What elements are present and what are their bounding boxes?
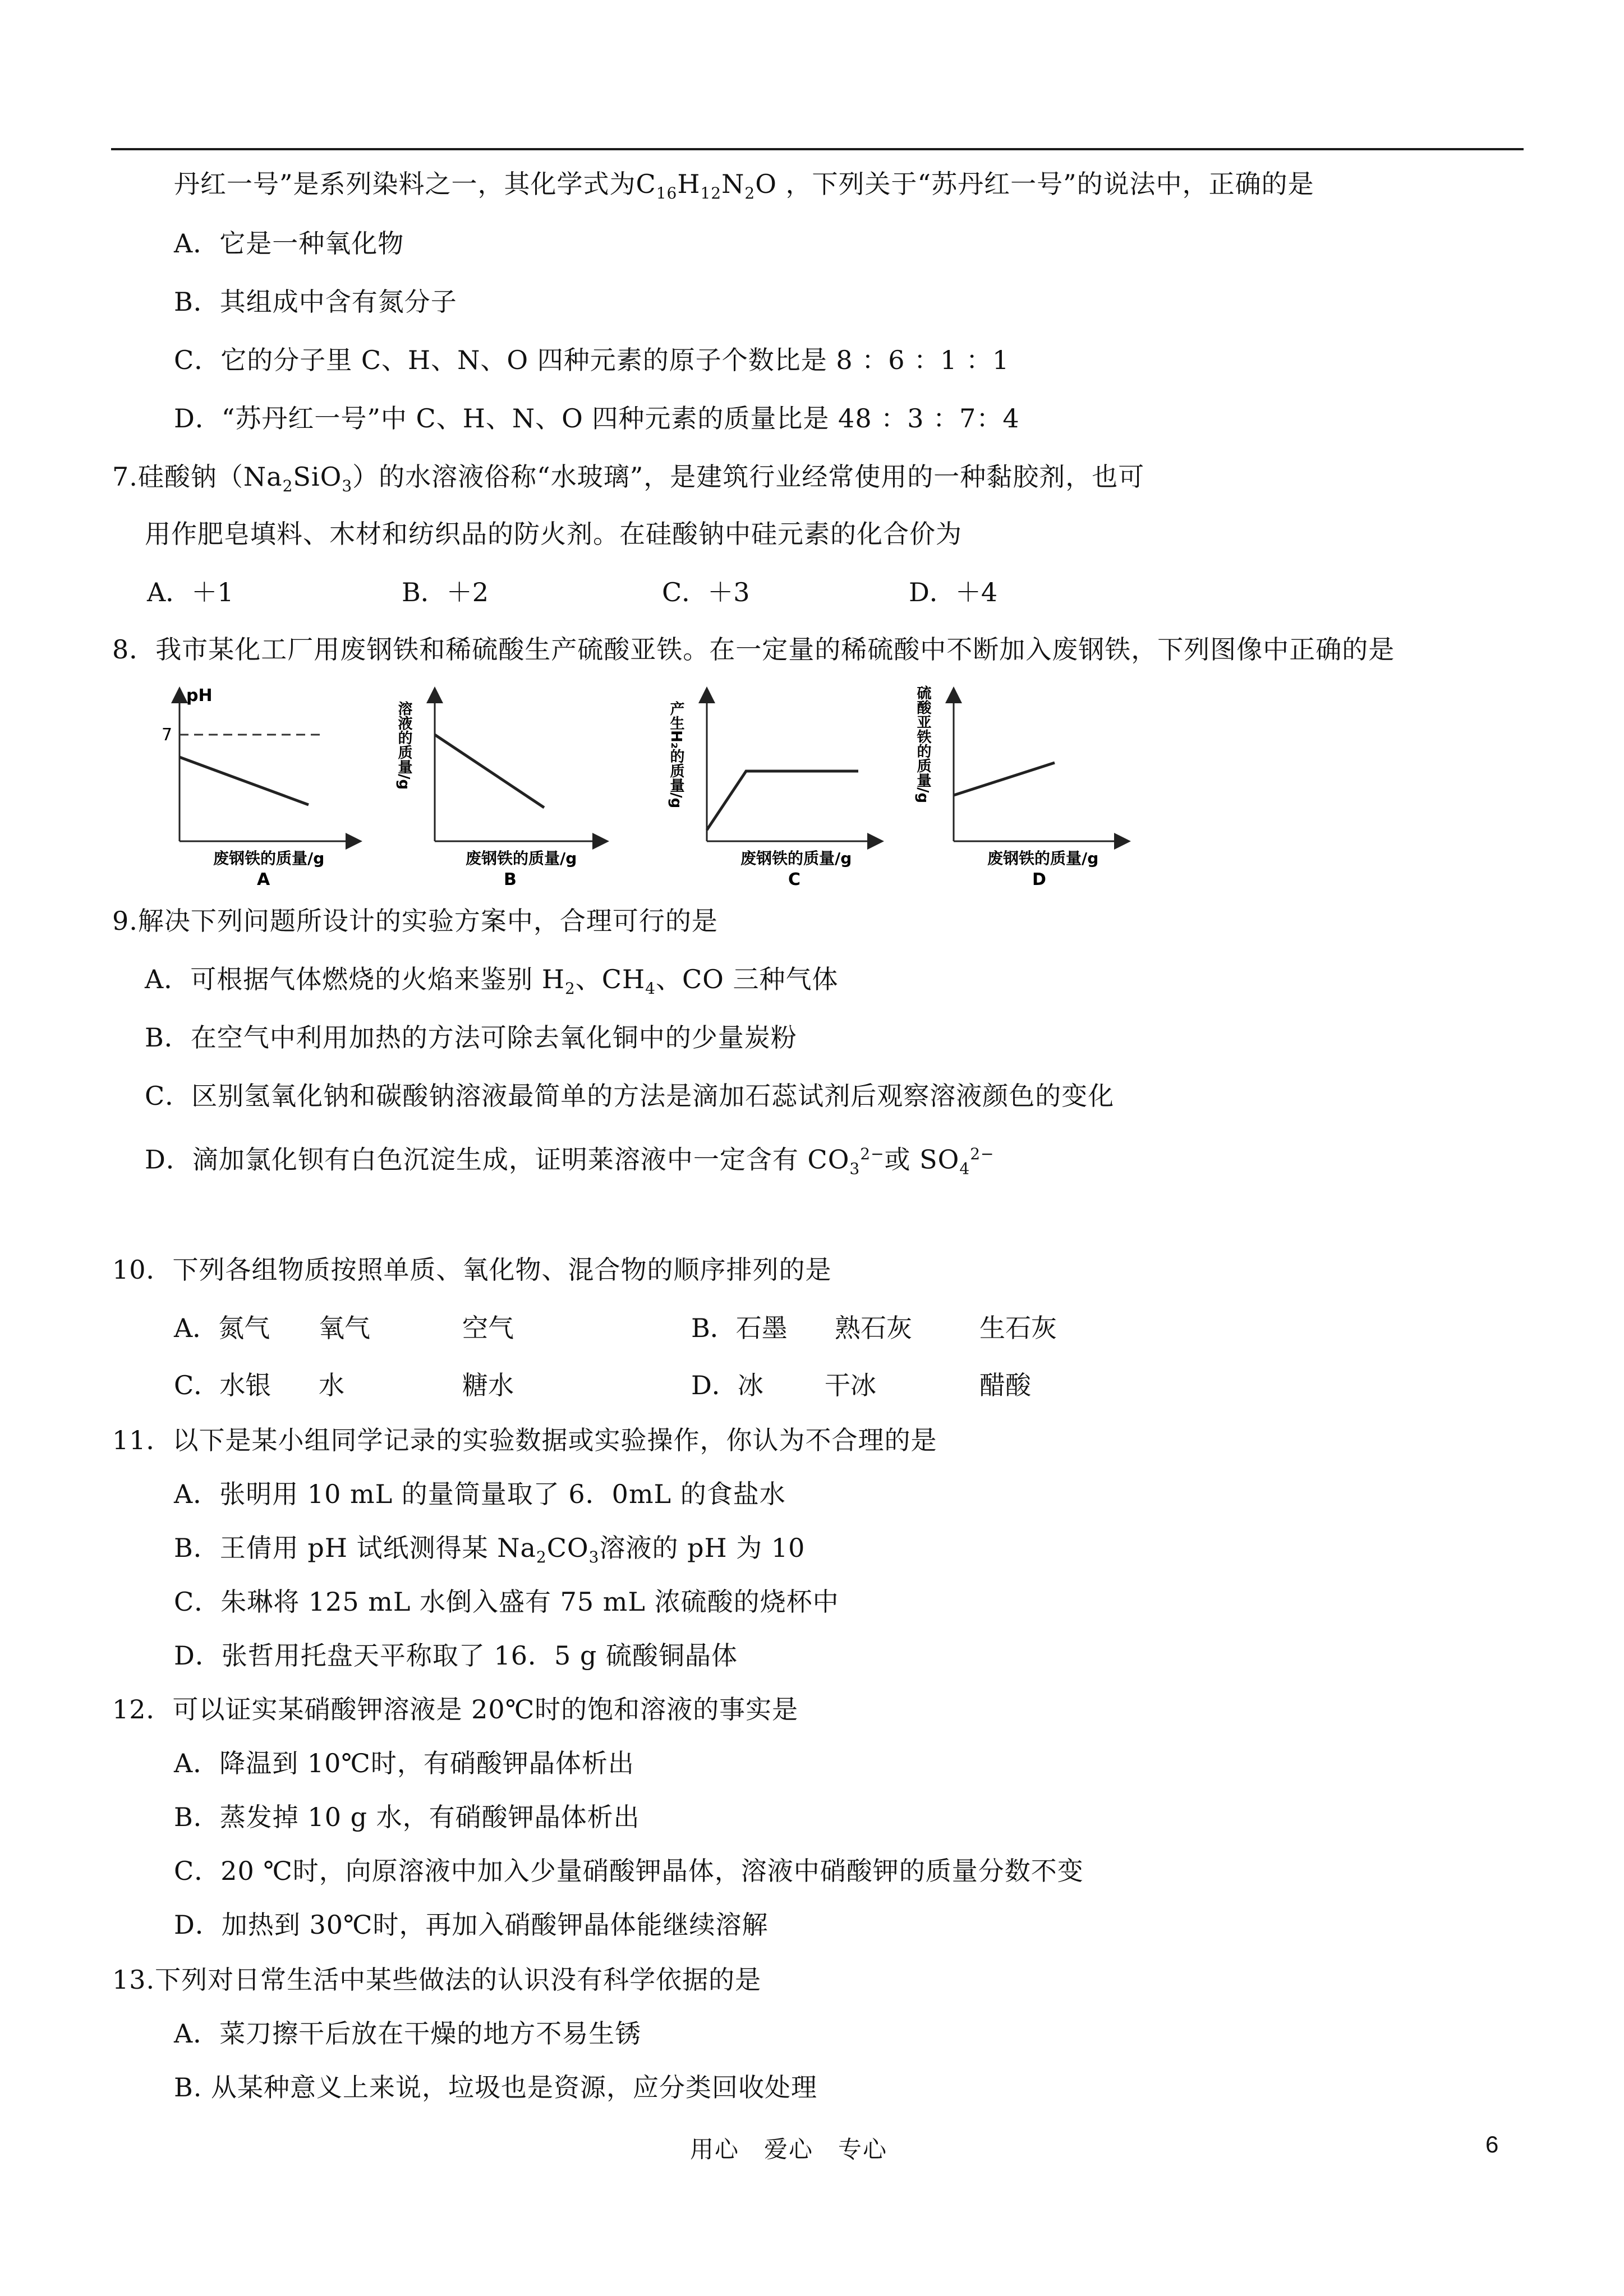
q6-option-a: A．它是一种氧化物 <box>174 228 404 259</box>
graph-b-caption: B <box>504 870 517 886</box>
q10-b-1: B．石墨 <box>691 1313 788 1343</box>
q12-option-b: B．蒸发掉 10 g 水，有硝酸钾晶体析出 <box>174 1802 640 1832</box>
graph-a <box>162 686 359 886</box>
graph-d <box>914 685 1128 886</box>
footer-motto: 用心 爱心 专心 <box>690 2136 888 2163</box>
q11-option-c: C．朱琳将 125 mL 水倒入盛有 75 mL 浓硫酸的烧杯中 <box>174 1587 839 1617</box>
graph-b-curve <box>435 735 544 808</box>
q12-option-a: A．降温到 10℃时，有硝酸钾晶体析出 <box>174 1748 634 1778</box>
q6-option-d: D．“苏丹红一号”中 C、H、N、O 四种元素的质量比是 48 ：3 ：7：4 <box>174 403 1020 434</box>
q6-option-b: B．其组成中含有氮分子 <box>174 287 457 317</box>
q11-option-d: D．张哲用托盘天平称取了 16．5 g 硫酸铜晶体 <box>174 1640 738 1671</box>
q11-option-a: A．张明用 10 mL 的量筒量取了 6．0mL 的食盐水 <box>174 1479 786 1509</box>
q11-option-b: B．王倩用 pH 试纸测得某 $Na_2CO_3$溶液的 pH 为 10 <box>174 1533 806 1567</box>
page-number: 6 <box>1485 2131 1499 2157</box>
q10-d-2: 干冰 <box>825 1370 876 1400</box>
graph-a-ytick: 7 <box>162 725 173 745</box>
q12-option-d: D．加热到 30℃时，再加入硝酸钾晶体能继续溶解 <box>174 1910 769 1940</box>
graph-d-caption: D <box>1032 870 1046 886</box>
graph-d-curve <box>954 763 1055 795</box>
graph-c-ylabel: 产生H₂的质量/g <box>668 701 684 809</box>
q10-a-3: 空气 <box>462 1313 514 1343</box>
header-rule <box>111 148 1524 150</box>
q7-option-d: D．＋4 <box>909 577 998 607</box>
q6-stem: 丹红一号”是系列染料之一，其化学式为$C_{16}H_{12}N_2O$ ，下列关于“苏丹红一号”的说法中，正确的是 <box>174 169 1314 203</box>
q7-stem-line1: 7.硅酸钠$(Na_2SiO_3)$的水溶液俗称“水玻璃”，是建筑行业经常使用的一种黏胶剂，也可 <box>112 462 1145 496</box>
q9-option-c: C．区别氢氧化钠和碳酸钠溶液最简单的方法是滴加石蕊试剂后观察溶液颜色的变化 <box>145 1081 1115 1111</box>
q9-option-a: A．可根据气体燃烧的火焰来鉴别 $H_2$、$CH_4$、CO 三种气体 <box>145 964 839 998</box>
q9-stem: 9.解决下列问题所设计的实验方案中，合理可行的是 <box>112 906 718 936</box>
q13-option-b: B. 从某种意义上来说，垃圾也是资源，应分类回收处理 <box>174 2072 818 2103</box>
q10-b-3: 生石灰 <box>979 1313 1057 1343</box>
q10-a-1: A．氮气 <box>174 1313 270 1343</box>
q6-option-c: C．它的分子里 C、H、N、O 四种元素的原子个数比是 8 ：6 ：1 ：1 <box>174 345 1010 375</box>
q10-stem: 10．下列各组物质按照单质、氧化物、混合物的顺序排列的是 <box>112 1255 832 1285</box>
q13-stem: 13.下列对日常生活中某些做法的认识没有科学依据的是 <box>112 1965 762 1995</box>
q13-option-a: A．菜刀擦干后放在干燥的地方不易生锈 <box>174 2018 642 2049</box>
graph-c-xlabel: 废钢铁的质量/g <box>740 849 852 868</box>
graph-b-ylabel: 溶液的质量/g <box>395 701 412 790</box>
q9-option-b: B．在空气中利用加热的方法可除去氧化铜中的少量炭粉 <box>145 1022 797 1053</box>
q10-a-2: 氧气 <box>319 1313 370 1343</box>
graph-d-xlabel: 废钢铁的质量/g <box>987 849 1099 868</box>
q10-c-1: C．水银 <box>174 1370 272 1400</box>
q10-b-2: 熟石灰 <box>835 1313 912 1343</box>
q11-stem: 11．以下是某小组同学记录的实验数据或实验操作，你认为不合理的是 <box>112 1425 937 1455</box>
graph-c <box>668 690 881 886</box>
graph-a-xlabel: 废钢铁的质量/g <box>213 849 325 868</box>
q7-option-a: A．＋1 <box>147 577 234 607</box>
q12-option-c: C．20 ℃时，向原溶液中加入少量硝酸钾晶体，溶液中硝酸钾的质量分数不变 <box>174 1856 1084 1886</box>
q7-stem-line2: 用作肥皂填料、木材和纺织品的防火剂。在硅酸钠中硅元素的化合价为 <box>145 519 962 549</box>
graph-a-ylabel: pH <box>186 686 213 706</box>
graph-b-xlabel: 废钢铁的质量/g <box>466 849 577 868</box>
graph-b <box>395 690 606 886</box>
q10-d-3: 醋酸 <box>979 1370 1031 1400</box>
q8-stem: 8．我市某化工厂用废钢铁和稀硫酸生产硫酸亚铁。在一定量的稀硫酸中不断加入废钢铁，下列图像中正确的是 <box>112 634 1395 665</box>
q10-c-2: 水 <box>319 1370 344 1400</box>
q10-c-3: 糖水 <box>462 1370 514 1400</box>
graph-c-caption: C <box>788 870 801 886</box>
q10-d-1: D．冰 <box>691 1370 763 1400</box>
q12-stem: 12．可以证实某硝酸钾溶液是 20℃时的饱和溶液的事实是 <box>112 1694 799 1725</box>
q7-option-b: B．＋2 <box>402 577 489 607</box>
graph-c-curve <box>707 771 858 830</box>
q7-option-c: C．＋3 <box>662 577 750 607</box>
q9-option-d: D．滴加氯化钡有白色沉淀生成，证明莱溶液中一定含有 $CO_3^{2-}$或 $SO_4^{2-}$ <box>145 1144 995 1178</box>
q8-graphs <box>151 679 1144 886</box>
graph-a-curve <box>180 757 309 805</box>
graph-a-caption: A <box>257 870 270 886</box>
graph-d-ylabel: 硫酸亚铁的质量/g <box>914 685 931 804</box>
